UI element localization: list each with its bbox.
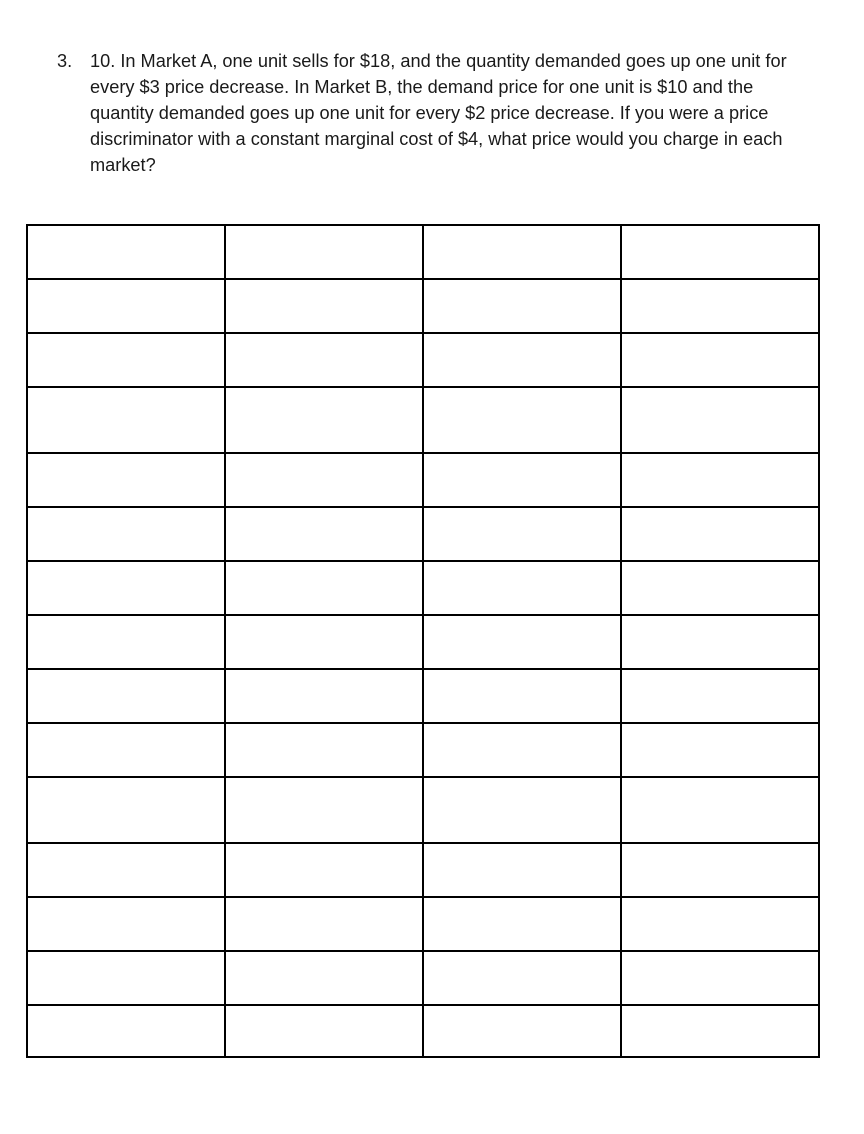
question-number: 3. (57, 51, 73, 71)
table-cell (225, 723, 423, 777)
table-row (27, 723, 819, 777)
table-cell (423, 225, 621, 279)
question-text: 10. In Market A, one unit sells for $18, and the quantity demanded goes up one unit for every $3 price decrease. In Market B, the demand price for one unit is $10 and the quantity demanded goes up one unit for every $2 price decrease. If you were a price discriminator with a constant marginal cost of $4, what price would you charge in each market? (90, 51, 787, 175)
table-cell (225, 669, 423, 723)
question-3 (57, 48, 817, 178)
table-row (27, 333, 819, 387)
table-row (27, 1005, 819, 1057)
table-cell (621, 333, 819, 387)
table-cell (27, 897, 225, 951)
table-cell (225, 615, 423, 669)
table-cell (621, 843, 819, 897)
table-cell (27, 387, 225, 453)
table-row (27, 777, 819, 843)
table-cell (27, 333, 225, 387)
table-cell (621, 453, 819, 507)
table-cell (225, 843, 423, 897)
table-row (27, 453, 819, 507)
table-cell (27, 615, 225, 669)
table-cell (27, 723, 225, 777)
table-cell (621, 615, 819, 669)
table-cell (423, 615, 621, 669)
table-cell (621, 225, 819, 279)
table-cell (27, 777, 225, 843)
table-row (27, 561, 819, 615)
table-cell (423, 279, 621, 333)
table-cell (621, 1005, 819, 1057)
table-cell (621, 669, 819, 723)
table-cell (423, 1005, 621, 1057)
table-cell (225, 333, 423, 387)
table-cell (621, 951, 819, 1005)
table-row (27, 279, 819, 333)
table-cell (423, 897, 621, 951)
table-cell (225, 897, 423, 951)
answer-table (26, 224, 820, 1058)
table-row (27, 897, 819, 951)
table-cell (621, 507, 819, 561)
table-cell (225, 279, 423, 333)
table-cell (621, 561, 819, 615)
table-cell (27, 561, 225, 615)
table-cell (621, 723, 819, 777)
table-cell (423, 843, 621, 897)
table-cell (621, 897, 819, 951)
table-cell (225, 453, 423, 507)
table-cell (621, 387, 819, 453)
table-cell (423, 333, 621, 387)
table-cell (27, 951, 225, 1005)
table-cell (225, 225, 423, 279)
table-cell (621, 777, 819, 843)
table-cell (423, 561, 621, 615)
table-cell (423, 387, 621, 453)
table-row (27, 951, 819, 1005)
table-row (27, 615, 819, 669)
table-cell (27, 453, 225, 507)
table-cell (225, 387, 423, 453)
table-cell (423, 777, 621, 843)
table-cell (225, 561, 423, 615)
table-cell (225, 951, 423, 1005)
table-cell (225, 777, 423, 843)
table-cell (27, 843, 225, 897)
table-row (27, 225, 819, 279)
table-cell (621, 279, 819, 333)
table-cell (27, 1005, 225, 1057)
table-row (27, 669, 819, 723)
table-row (27, 507, 819, 561)
table-cell (27, 507, 225, 561)
table-cell (423, 723, 621, 777)
table-cell (225, 1005, 423, 1057)
table-cell (423, 507, 621, 561)
table-row (27, 387, 819, 453)
table-cell (27, 225, 225, 279)
table-cell (423, 951, 621, 1005)
table-cell (225, 507, 423, 561)
table-cell (423, 453, 621, 507)
table-cell (27, 669, 225, 723)
table-cell (27, 279, 225, 333)
table-cell (423, 669, 621, 723)
table-row (27, 843, 819, 897)
